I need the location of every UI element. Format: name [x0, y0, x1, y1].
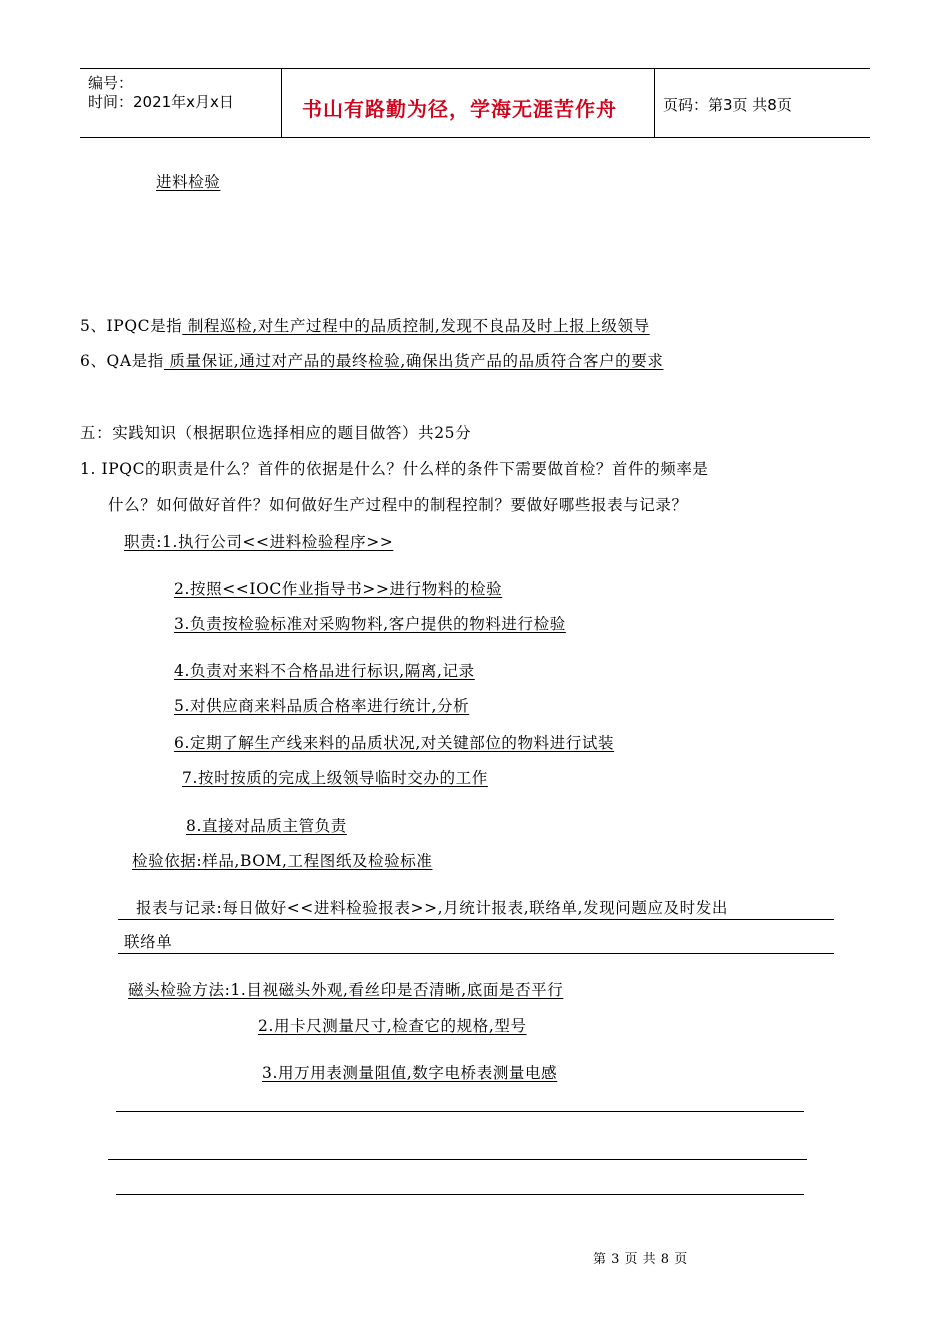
magnetic-method-1: 磁头检验方法:1.目视磁头外观,看丝印是否清晰,底面是否平行: [128, 981, 564, 999]
duty-item-7: 7.按时按质的完成上级领导临时交办的工作: [182, 769, 488, 787]
document-number-label: 编号：: [88, 74, 134, 92]
header-meta-cell: [80, 69, 281, 137]
magnetic-method-3: 3.用万用表测量阻值,数字电桥表测量电感: [262, 1064, 558, 1082]
blank-answer-line: [108, 1159, 807, 1160]
document-time-label: 时间：2021年x月x日: [88, 93, 234, 111]
reports-line-2: 联络单: [118, 930, 834, 954]
duty-item-8: 8.直接对品质主管负责: [186, 817, 347, 835]
practice-question-1-line-2: 什么？如何做好首件？如何做好生产过程中的制程控制？要做好哪些报表与记录？: [108, 496, 688, 514]
duty-item-5: 5.对供应商来料品质合格率进行统计,分析: [174, 697, 470, 715]
page-footer: 第 3 页 共 8 页: [593, 1252, 688, 1267]
blank-answer-line: [116, 1111, 804, 1112]
section-5-title: 五：实践知识（根据职位选择相应的题目做答）共25分: [80, 424, 472, 442]
header-page-cell: [655, 69, 870, 137]
duty-item-6: 6.定期了解生产线来料的品质状况,对关键部位的物料进行试装: [174, 734, 615, 752]
question-6: [80, 349, 663, 371]
question-5-prefix: 5、IPQC是指: [80, 317, 183, 335]
question-5-answer: 制程巡检,对生产过程中的品质控制,发现不良品及时上报上级领导: [187, 317, 650, 335]
reports-line-1: 报表与记录:每日做好<<进料检验报表>>,月统计报表,联络单,发现问题应及时发出: [118, 896, 834, 920]
page-header: [80, 68, 870, 138]
header-motto-cell: [281, 69, 655, 137]
duty-item-3: 3.负责按检验标准对采购物料,客户提供的物料进行检验: [174, 615, 566, 633]
magnetic-method-2: 2.用卡尺测量尺寸,检查它的规格,型号: [258, 1017, 527, 1035]
practice-question-1-line-1: 1. IPQC的职责是什么？首件的依据是什么？什么样的条件下需要做首检？首件的频率是: [80, 460, 709, 478]
header-motto: 书山有路勤为径，学海无涯苦作舟: [302, 97, 617, 121]
blank-answer-line: [116, 1194, 804, 1195]
duty-item-4: 4.负责对来料不合格品进行标识,隔离,记录: [174, 662, 475, 680]
question-6-answer: 质量保证,通过对产品的最终检验,确保出货产品的品质符合客户的要求: [169, 352, 664, 370]
duty-item-2: 2.按照<<IOC作业指导书>>进行物料的检验: [174, 580, 503, 598]
question-6-prefix: 6、QA是指: [80, 352, 164, 370]
header-page-info: 页码：第3页 共8页: [663, 96, 792, 114]
inspection-basis: 检验依据:样品,BOM,工程图纸及检验标准: [132, 852, 433, 870]
previous-answer: 进料检验: [156, 173, 221, 191]
question-5: [80, 314, 650, 336]
duty-item-1: 职责:1.执行公司<<进料检验程序>>: [124, 533, 394, 551]
